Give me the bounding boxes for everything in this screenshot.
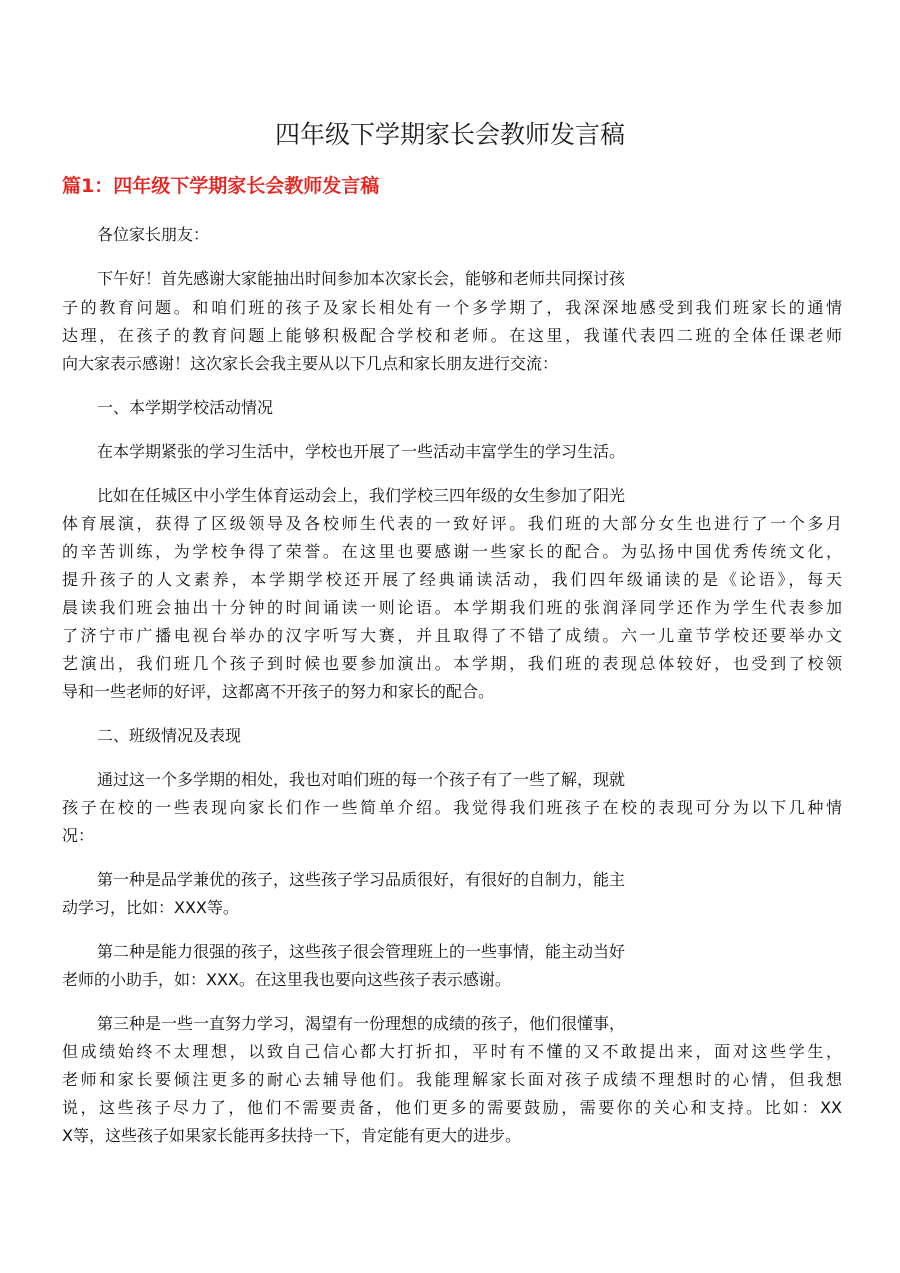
paragraph-line: 第三种是一些一直努力学习，渴望有一份理想的成绩的孩子，他们很懂事， xyxy=(97,1014,626,1033)
paragraph-line: 的辛苦训练，为学校争得了荣誉。在这里也要感谢一些家长的配合。为弘扬中国优秀传统文化， xyxy=(62,542,842,561)
paragraph-line: 说，这些孩子尽力了，他们不需要责备，他们更多的需要鼓励，需要你的关心和支持。比如：XX xyxy=(62,1098,842,1117)
paragraph-line: 向大家表示感谢！这次家长会我主要从以下几点和家长朋友进行交流： xyxy=(62,354,559,373)
subsection-heading: 二、班级情况及表现 xyxy=(97,726,242,745)
paragraph-line: 老师的小助手，如：XXX。在这里我也要向这些孩子表示感谢。 xyxy=(62,970,511,989)
paragraph-line: 在本学期紧张的学习生活中，学校也开展了一些活动丰富学生的学习生活。 xyxy=(97,442,626,461)
paragraph-line: 孩子在校的一些表现向家长们作一些简单介绍。我觉得我们班孩子在校的表现可分为以下几种情 xyxy=(62,798,842,817)
paragraph-line: 第一种是品学兼优的孩子，这些孩子学习品质很好，有很好的自制力，能主 xyxy=(97,870,626,889)
paragraph-line: 体育展演，获得了区级领导及各校师生代表的一致好评。我们班的大部分女生也进行了一个多月 xyxy=(62,514,842,533)
paragraph-line: 子的教育问题。和咱们班的孩子及家长相处有一个多学期了，我深深地感受到我们班家长的通情 xyxy=(62,298,842,317)
paragraph-line: 导和一些老师的好评，这都离不开孩子的努力和家长的配合。 xyxy=(62,682,495,701)
document-title: 四年级下学期家长会教师发言稿 xyxy=(274,120,625,149)
paragraph-line: 况： xyxy=(62,826,95,845)
paragraph-line: X等，这些孩子如果家长能再多扶持一下，肯定能有更大的进步。 xyxy=(62,1126,521,1145)
paragraph-line: 第二种是能力很强的孩子，这些孩子很会管理班上的一些事情，能主动当好 xyxy=(97,942,626,961)
paragraph-line: 晨读我们班会抽出十分钟的时间诵读一则论语。本学期我们班的张润泽同学还作为学生代表参加 xyxy=(62,598,842,617)
paragraph-line: 但成绩始终不太理想，以致自己信心都大打折扣，平时有不懂的又不敢提出来，面对这些学生， xyxy=(62,1042,842,1061)
paragraph-line: 达理，在孩子的教育问题上能够积极配合学校和老师。在这里，我谨代表四二班的全体任课老师 xyxy=(62,326,842,345)
subsection-heading: 一、本学期学校活动情况 xyxy=(97,398,274,417)
paragraph-line: 老师和家长要倾注更多的耐心去辅导他们。我能理解家长面对孩子成绩不理想时的心情，但我想 xyxy=(62,1070,842,1089)
paragraph-line: 动学习，比如：XXX等。 xyxy=(62,898,239,917)
paragraph-line: 通过这一个多学期的相处，我也对咱们班的每一个孩子有了一些了解，现就 xyxy=(97,770,626,789)
paragraph-line: 提升孩子的人文素养，本学期学校还开展了经典诵读活动，我们四年级诵读的是《论语》，每天 xyxy=(62,570,842,589)
section-heading: 篇1：四年级下学期家长会教师发言稿 xyxy=(62,175,380,197)
paragraph-line: 了济宁市广播电视台举办的汉字听写大赛，并且取得了不错了成绩。六一儿童节学校还要举办文 xyxy=(62,626,842,645)
paragraph-line: 比如在任城区中小学生体育运动会上，我们学校三四年级的女生参加了阳光 xyxy=(97,486,626,505)
paragraph-line: 艺演出，我们班几个孩子到时候也要参加演出。本学期，我们班的表现总体较好，也受到了校领 xyxy=(62,654,842,673)
paragraph-line: 下午好！首先感谢大家能抽出时间参加本次家长会，能够和老师共同探讨孩 xyxy=(97,269,626,288)
salutation: 各位家长朋友： xyxy=(97,225,210,244)
